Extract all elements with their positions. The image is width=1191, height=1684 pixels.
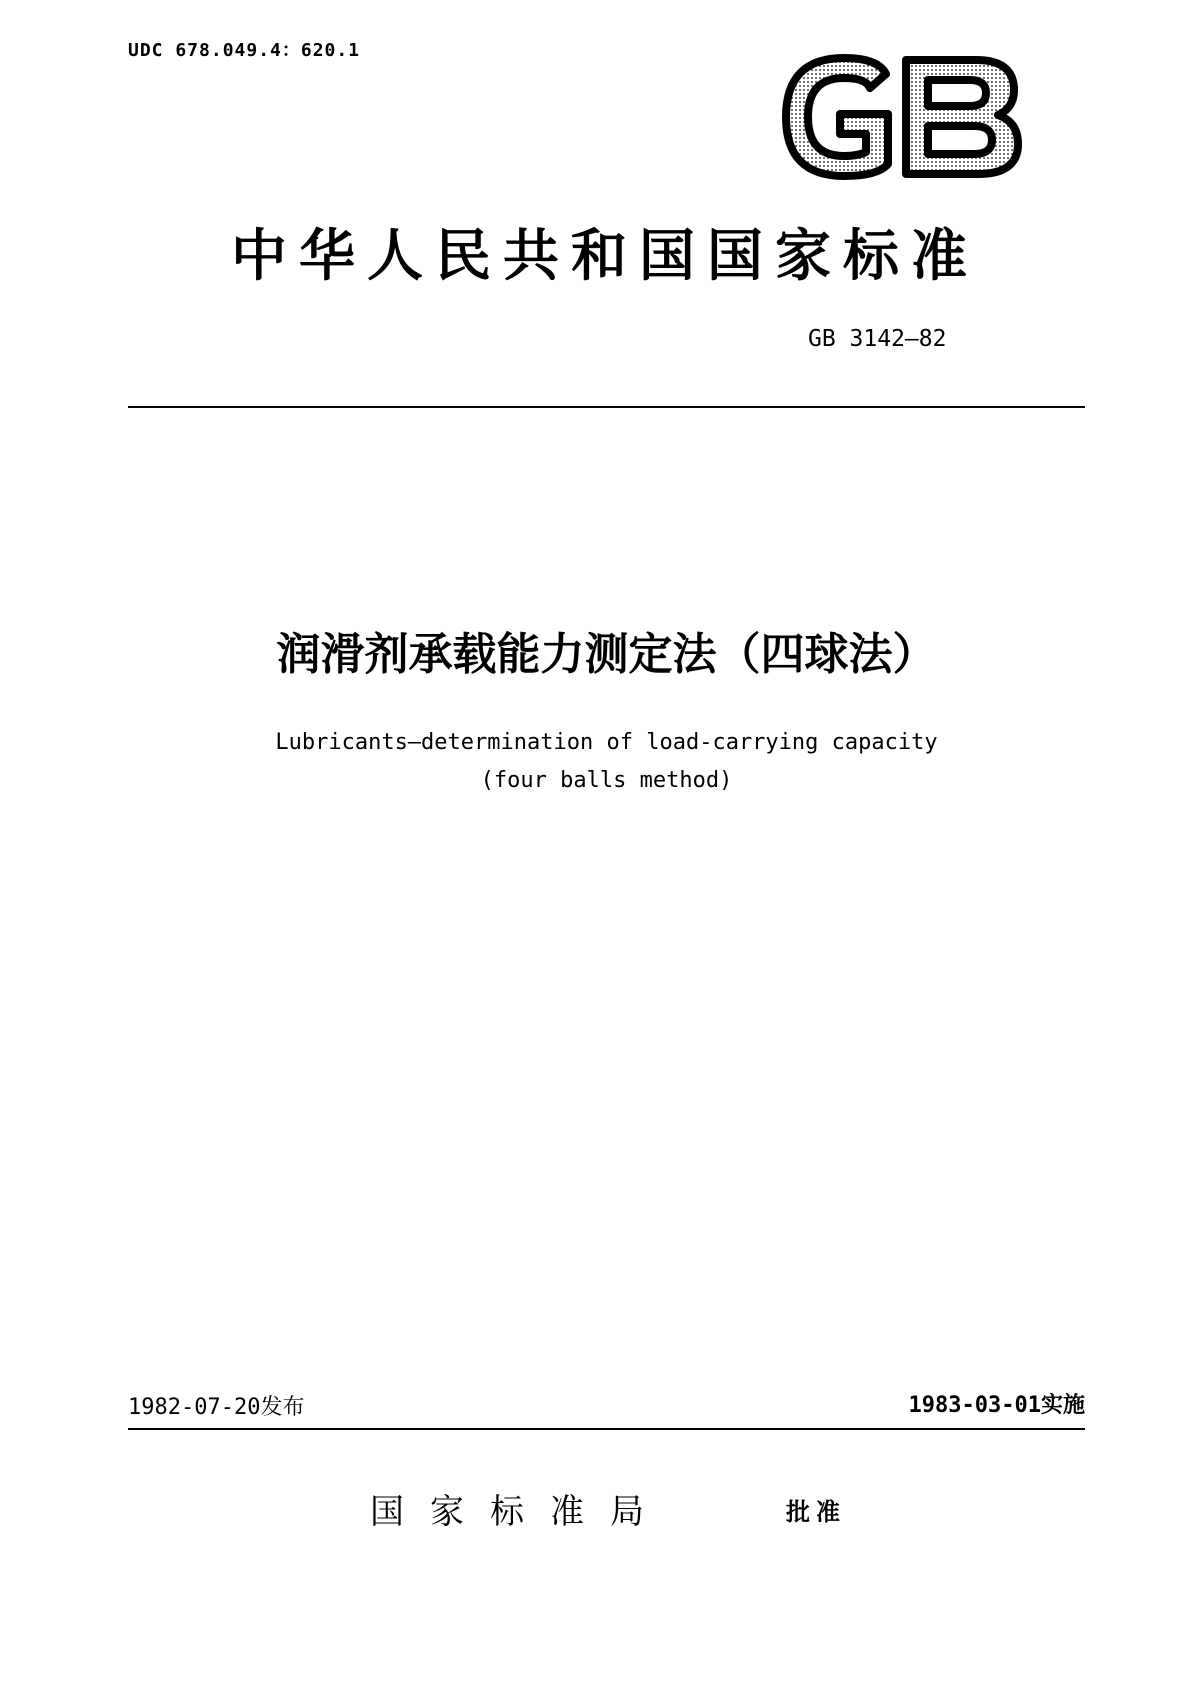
issue-date: 1982-07-20发布 — [128, 1395, 305, 1420]
issuing-bureau: 国家标准局 — [370, 1492, 670, 1532]
standard-number: GB 3142—82 — [808, 326, 947, 352]
chinese-title: 润滑剂承载能力测定法（四球法） — [276, 629, 937, 680]
implementation-date: 1983-03-01实施 — [908, 1393, 1085, 1418]
english-title — [128, 724, 1085, 800]
national-standard-heading: 中华人民共和国国家标准 — [231, 223, 979, 289]
bottom-divider — [128, 1428, 1085, 1430]
top-divider — [128, 406, 1085, 408]
english-title-line1: Lubricants—determination of load-carrying capacity — [275, 730, 938, 755]
gb-logo-icon — [778, 52, 1023, 182]
english-title-line2: (four balls method) — [480, 768, 733, 793]
approval-label: 批准 — [786, 1498, 846, 1526]
udc-code: UDC 678.049.4：620.1 — [128, 40, 361, 61]
